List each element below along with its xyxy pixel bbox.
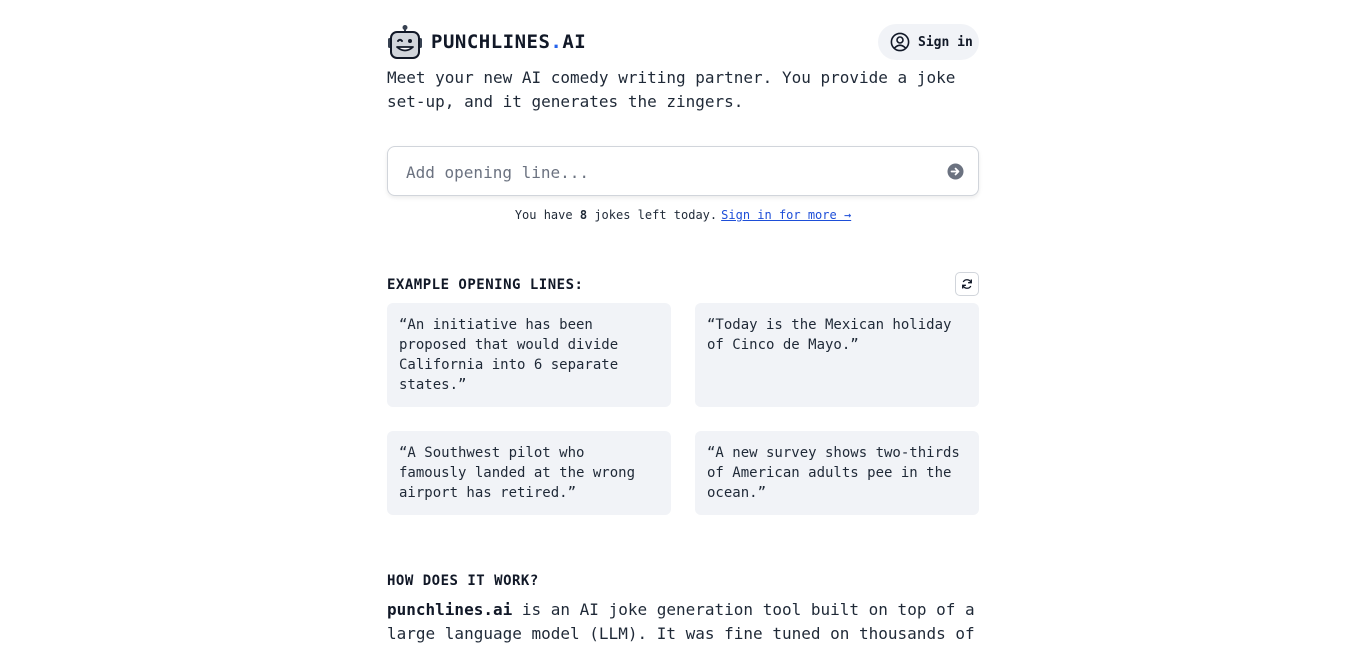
examples-title: EXAMPLE OPENING LINES: [387, 277, 584, 293]
sign-in-for-more-link[interactable]: Sign in for more → [721, 208, 852, 222]
intro-text: Meet your new AI comedy writing partner. You provide a joke set-up, and it generates the zingers. [387, 68, 956, 111]
example-card[interactable]: “A Southwest pilot who famously landed at the wrong airport has retired.” [387, 431, 671, 515]
quota-suffix: jokes left today. [594, 208, 718, 222]
example-card[interactable]: “Today is the Mexican holiday of Cinco de Mayo.” [695, 303, 979, 407]
how-brand: punchlines.ai [387, 600, 513, 619]
quota-prefix: You have [514, 208, 573, 222]
quota-count: 8 [579, 208, 588, 222]
arrow-right-circle-icon[interactable] [947, 163, 964, 180]
brand-name [431, 31, 586, 53]
refresh-icon [961, 278, 973, 290]
example-card[interactable]: “An initiative has been proposed that would divide California into 6 separate states.” [387, 303, 671, 407]
brand-suffix: AI [562, 31, 587, 53]
user-circle-icon [890, 32, 910, 52]
how-it-works-text [387, 598, 979, 646]
example-card[interactable]: “A new survey shows two-thirds of American adults pee in the ocean.” [695, 431, 979, 515]
how-description: is an AI joke generation tool built on top of a large language model (LLM). It was fine tuned on thousands of [387, 600, 975, 643]
sign-in-label: Sign in [918, 34, 973, 50]
opening-line-input[interactable] [404, 147, 928, 197]
how-it-works-title: HOW DOES IT WORK? [387, 573, 539, 589]
header [387, 22, 979, 62]
robot-face-icon[interactable] [387, 24, 423, 60]
jokes-quota [387, 208, 979, 222]
opening-line-field [387, 146, 979, 196]
refresh-examples-button[interactable] [955, 272, 979, 296]
brand-main: PUNCHLINES [431, 31, 551, 53]
brand-dot: . [550, 31, 563, 53]
sign-in-button[interactable] [878, 24, 979, 60]
